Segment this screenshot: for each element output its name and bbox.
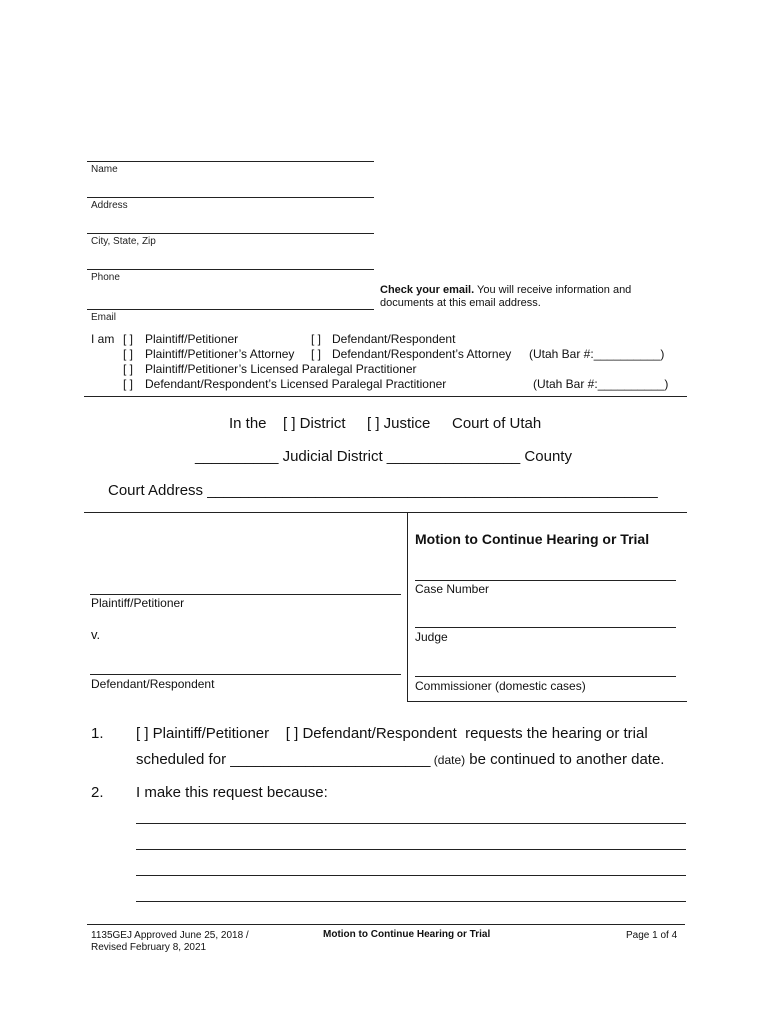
email-label: Email [91, 312, 117, 323]
bar-number-1[interactable]: (Utah Bar #:__________) [529, 347, 665, 361]
checkbox-defendant[interactable]: [ ] [311, 332, 322, 346]
commissioner-label: Commissioner (domestic cases) [415, 679, 586, 693]
caption-bottom-rule [407, 701, 687, 702]
continued-text: be continued to another date. [465, 751, 665, 768]
phone-label: Phone [91, 272, 120, 283]
role-plaintiff-attorney: Plaintiff/Petitioner’s Attorney [145, 347, 295, 361]
item-2-text: I make this request because: [136, 784, 328, 801]
footer-page-number: Page 1 of 4 [626, 930, 678, 941]
judicial-district-line[interactable]: __________ Judicial District ________________ County [195, 448, 572, 465]
case-number-line[interactable] [415, 580, 676, 581]
role-defendant-paralegal: Defendant/Respondent’s Licensed Paralegal Practitioner [145, 377, 447, 391]
address-label: Address [91, 200, 128, 211]
reason-line-2[interactable] [136, 849, 686, 850]
court-in-the: In the [229, 415, 267, 432]
item-2-number: 2. [91, 784, 104, 801]
email-note [380, 284, 670, 310]
commissioner-line[interactable] [415, 676, 676, 677]
defendant-name-line[interactable] [90, 674, 401, 675]
checkbox-plaintiff-paralegal[interactable]: [ ] [123, 362, 134, 376]
role-defendant-attorney: Defendant/Respondent’s Attorney [332, 347, 512, 361]
checkbox-plaintiff[interactable]: [ ] [123, 332, 134, 346]
name-line[interactable] [87, 161, 374, 162]
email-note-rest: You will receive information and [474, 284, 632, 296]
date-hint: (date) [430, 753, 466, 767]
scheduled-for-field[interactable]: scheduled for ________________________ [136, 751, 431, 768]
footer-form-id-line2: Revised February 8, 2021 [91, 942, 207, 953]
role-defendant: Defendant/Respondent [332, 332, 456, 346]
defendant-label: Defendant/Respondent [91, 677, 215, 691]
checkbox-plaintiff-attorney[interactable]: [ ] [123, 347, 134, 361]
item-1-line-2[interactable] [136, 751, 664, 768]
plaintiff-label: Plaintiff/Petitioner [91, 596, 185, 610]
i-am-label: I am [91, 332, 115, 346]
email-note-line2: documents at this email address. [380, 297, 541, 309]
court-district-checkbox[interactable]: [ ] District [283, 415, 346, 432]
city-line[interactable] [87, 233, 374, 234]
court-address-line[interactable]: Court Address ______________________________________________________ [108, 482, 658, 499]
judge-line[interactable] [415, 627, 676, 628]
phone-line[interactable] [87, 269, 374, 270]
item-1-number: 1. [91, 725, 104, 742]
bar-number-2[interactable]: (Utah Bar #:__________) [533, 377, 669, 391]
document-title: Motion to Continue Hearing or Trial [415, 531, 650, 547]
caption-top-rule [84, 512, 687, 513]
city-label: City, State, Zip [91, 236, 156, 247]
address-line[interactable] [87, 197, 374, 198]
plaintiff-name-line[interactable] [90, 594, 401, 595]
versus-label: v. [91, 627, 101, 642]
email-line[interactable] [87, 309, 374, 310]
item-1-line-1[interactable]: [ ] Plaintiff/Petitioner [ ] Defendant/Respondent requests the hearing or trial [136, 725, 648, 742]
court-of-utah: Court of Utah [452, 415, 542, 432]
role-plaintiff: Plaintiff/Petitioner [145, 332, 239, 346]
judge-label: Judge [415, 630, 448, 644]
reason-line-3[interactable] [136, 875, 686, 876]
role-divider [84, 396, 687, 397]
checkbox-defendant-attorney[interactable]: [ ] [311, 347, 322, 361]
court-justice-checkbox[interactable]: [ ] Justice [367, 415, 431, 432]
caption-vertical-rule [407, 512, 408, 702]
role-plaintiff-paralegal: Plaintiff/Petitioner’s Licensed Paralegal Practitioner [145, 362, 417, 376]
name-label: Name [91, 164, 118, 175]
reason-line-1[interactable] [136, 823, 686, 824]
footer-rule [87, 924, 685, 925]
footer-title: Motion to Continue Hearing or Trial [323, 929, 491, 940]
footer-form-id-line1: 1135GEJ Approved June 25, 2018 / [91, 930, 249, 941]
checkbox-defendant-paralegal[interactable]: [ ] [123, 377, 134, 391]
reason-line-4[interactable] [136, 901, 686, 902]
email-note-bold: Check your email. [380, 284, 475, 296]
case-number-label: Case Number [415, 582, 490, 596]
footer-form-id [91, 930, 249, 954]
